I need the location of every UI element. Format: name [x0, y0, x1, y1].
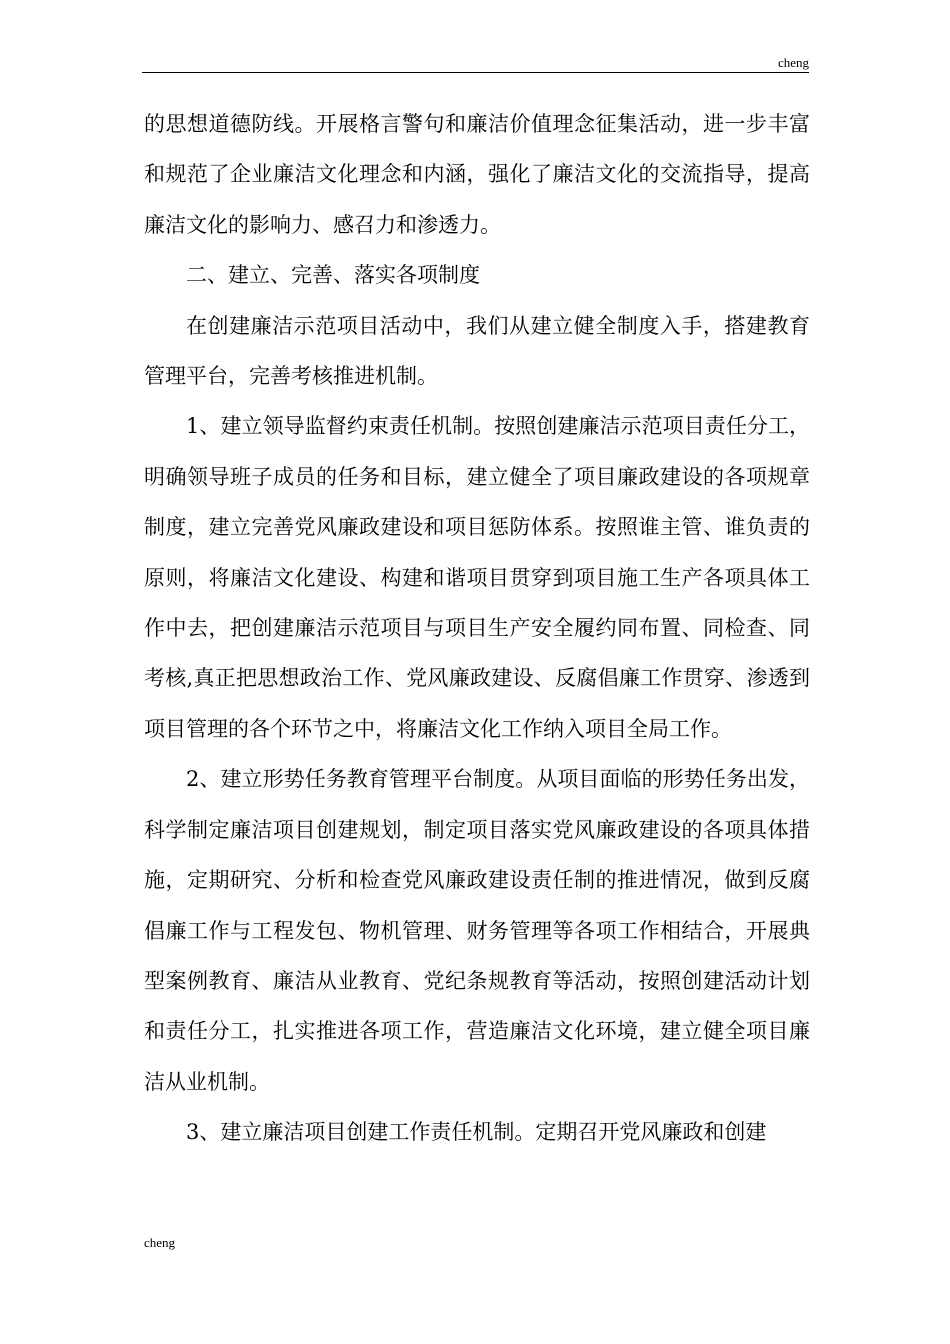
- paragraph-intro: 在创建廉洁示范项目活动中，我们从建立健全制度入手，搭建教育管理平台，完善考核推进机制。: [144, 313, 810, 389]
- page-footer: cheng: [144, 1235, 176, 1250]
- paragraph-item-3: 3、建立廉洁项目创建工作责任机制。定期召开党风廉政和创建: [186, 1120, 767, 1145]
- page-header: [142, 56, 809, 73]
- document-body: [144, 99, 810, 1158]
- paragraph-continuation: 的思想道德防线。开展格言警句和廉洁价值理念征集活动，进一步丰富和规范了企业廉洁文化理念和内涵，强化了廉洁文化的交流指导，提高廉洁文化的影响力、感召力和渗透力。: [144, 112, 810, 237]
- paragraph-item-1: 1、建立领导监督约束责任机制。按照创建廉洁示范项目责任分工，明确领导班子成员的任务和目标，建立健全了项目廉政建设的各项规章制度，建立完善党风廉政建设和项目惩防体系。按照谁主管、谁负责的原则，将廉洁文化建设、构建和谐项目贯穿到项目施工生产各项具体工作中去，把创建廉洁示范项目与项目生产安全履约同布置、同检查、同考核,真正把思想政治工作、党风廉政建设、反腐倡廉工作贯穿、渗透到项目管理的各个环节之中，将廉洁文化工作纳入项目全局工作。: [144, 414, 810, 741]
- header-text: cheng: [777, 55, 809, 70]
- paragraph-item-2: 2、建立形势任务教育管理平台制度。从项目面临的形势任务出发，科学制定廉洁项目创建规划，制定项目落实党风廉政建设的各项具体措施，定期研究、分析和检查党风廉政建设责任制的推进情况，做到反腐倡廉工作与工程发包、物机管理、财务管理等各项工作相结合，开展典型案例教育、廉洁从业教育、党纪条规教育等活动，按照创建活动计划和责任分工，扎实推进各项工作，营造廉洁文化环境，建立健全项目廉洁从业机制。: [144, 767, 810, 1094]
- section-heading: 二、建立、完善、落实各项制度: [186, 263, 480, 288]
